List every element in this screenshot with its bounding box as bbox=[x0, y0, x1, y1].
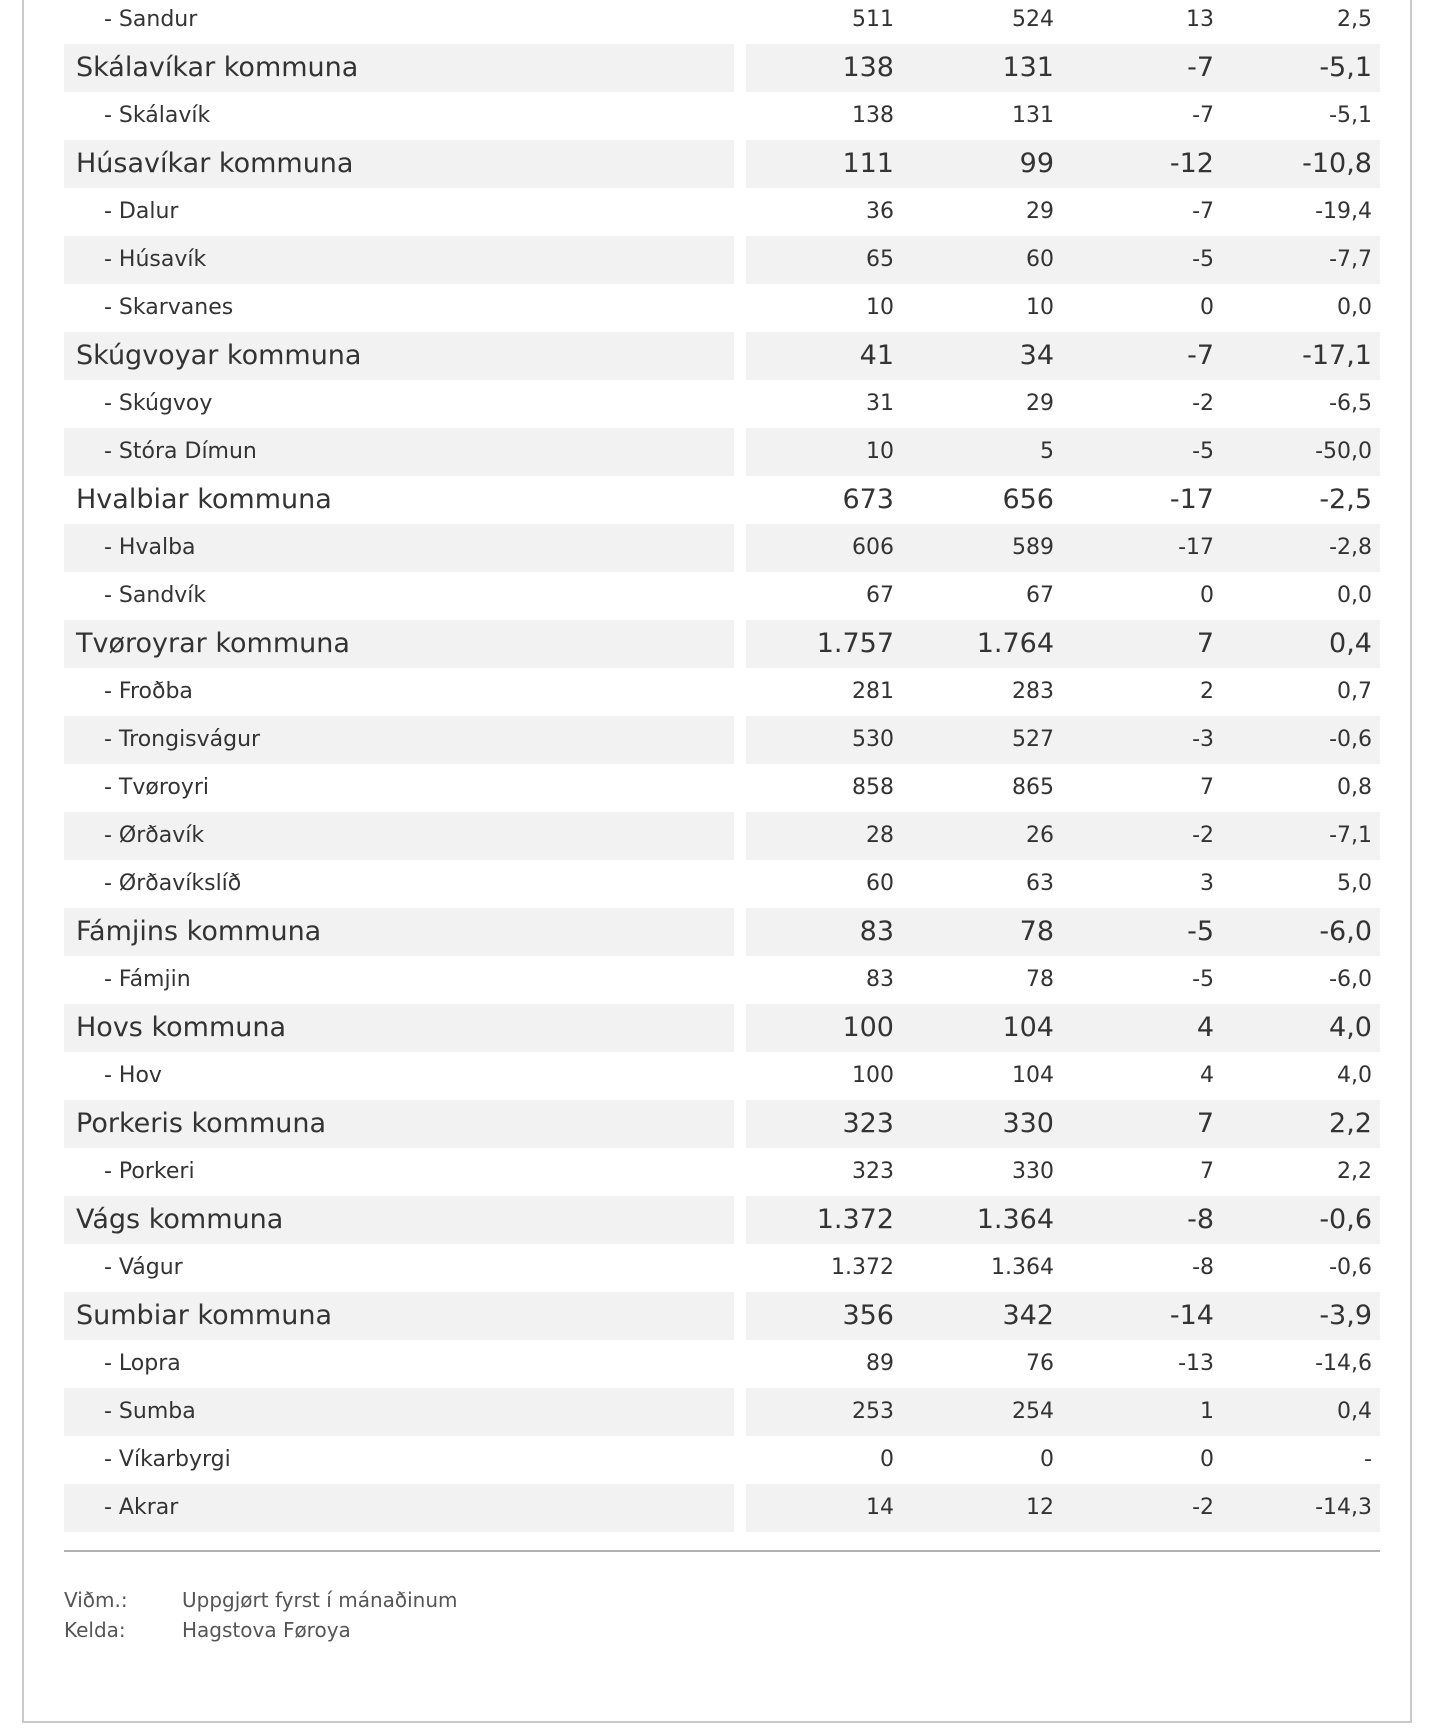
value-curr: 67 bbox=[1026, 583, 1054, 608]
row-values bbox=[746, 1244, 1380, 1292]
value-curr: 78 bbox=[1026, 967, 1054, 992]
value-prev: 83 bbox=[859, 916, 894, 947]
row-name: - Akrar bbox=[64, 1484, 734, 1532]
value-prev: 281 bbox=[852, 679, 894, 704]
value-curr: 131 bbox=[1012, 103, 1054, 128]
row-values bbox=[746, 1148, 1380, 1196]
row-values bbox=[746, 92, 1380, 140]
row-name: - Hov bbox=[104, 1063, 162, 1088]
row-name: - Froðba bbox=[104, 679, 193, 704]
value-change: 13 bbox=[1186, 7, 1214, 32]
value-change: -12 bbox=[1169, 148, 1214, 179]
value-curr: 131 bbox=[1002, 52, 1054, 83]
value-change: -2 bbox=[1192, 1495, 1214, 1520]
value-change-pct: -5,1 bbox=[1329, 103, 1372, 128]
value-curr: 330 bbox=[1012, 1159, 1054, 1184]
row-values bbox=[746, 620, 1380, 668]
row-values bbox=[746, 332, 1380, 380]
row-values bbox=[746, 1484, 1380, 1532]
value-change: -5 bbox=[1192, 439, 1214, 464]
value-change-pct: -0,6 bbox=[1319, 1204, 1372, 1235]
value-curr: 589 bbox=[1012, 535, 1054, 560]
settlement-row bbox=[64, 860, 1380, 908]
value-change-pct: -50,0 bbox=[1315, 439, 1372, 464]
row-name: - Hvalba bbox=[64, 524, 734, 572]
value-change-pct: 0,4 bbox=[1337, 1399, 1372, 1424]
value-prev: 356 bbox=[842, 1300, 894, 1331]
value-curr: 330 bbox=[1002, 1108, 1054, 1139]
municipality-row bbox=[64, 1196, 1380, 1244]
municipality-row bbox=[64, 140, 1380, 188]
note-value: Uppgjørt fyrst í mánaðinum bbox=[182, 1588, 458, 1612]
row-values bbox=[746, 1100, 1380, 1148]
row-values bbox=[746, 764, 1380, 812]
row-values bbox=[746, 188, 1380, 236]
value-change-pct: -6,0 bbox=[1329, 967, 1372, 992]
value-change-pct: 0,4 bbox=[1329, 628, 1372, 659]
note-label: Kelda: bbox=[64, 1618, 126, 1642]
row-name: - Sumba bbox=[64, 1388, 734, 1436]
value-curr: 283 bbox=[1012, 679, 1054, 704]
row-values bbox=[746, 140, 1380, 188]
value-change: 7 bbox=[1200, 775, 1214, 800]
value-curr: 60 bbox=[1026, 247, 1054, 272]
value-curr: 524 bbox=[1012, 7, 1054, 32]
row-values bbox=[746, 44, 1380, 92]
settlement-row bbox=[64, 284, 1380, 332]
settlement-row bbox=[64, 812, 1380, 860]
row-name: - Skarvanes bbox=[104, 295, 234, 320]
value-prev: 10 bbox=[866, 295, 894, 320]
value-curr: 254 bbox=[1012, 1399, 1054, 1424]
row-name: Skúgvoyar kommuna bbox=[64, 332, 734, 380]
value-change-pct: - bbox=[1364, 1447, 1372, 1472]
settlement-row bbox=[64, 428, 1380, 476]
value-prev: 36 bbox=[866, 199, 894, 224]
value-change: -14 bbox=[1169, 1300, 1214, 1331]
row-name: - Skálavík bbox=[104, 103, 211, 128]
value-change: 1 bbox=[1200, 1399, 1214, 1424]
value-curr: 63 bbox=[1026, 871, 1054, 896]
value-change: -7 bbox=[1192, 103, 1214, 128]
value-prev: 1.372 bbox=[831, 1255, 894, 1280]
value-change: -7 bbox=[1187, 340, 1214, 371]
settlement-row bbox=[64, 1484, 1380, 1532]
value-change-pct: -6,0 bbox=[1319, 916, 1372, 947]
settlement-row bbox=[64, 1436, 1380, 1484]
value-prev: 138 bbox=[852, 103, 894, 128]
row-values bbox=[746, 572, 1380, 620]
municipality-row bbox=[64, 476, 1380, 524]
row-name: - Víkarbyrgi bbox=[104, 1447, 231, 1472]
settlement-row bbox=[64, 188, 1380, 236]
settlement-row bbox=[64, 524, 1380, 572]
value-change: 0 bbox=[1200, 1447, 1214, 1472]
row-name: - Húsavík bbox=[64, 236, 734, 284]
value-prev: 606 bbox=[852, 535, 894, 560]
value-curr: 29 bbox=[1026, 199, 1054, 224]
settlement-row bbox=[64, 380, 1380, 428]
value-change: 0 bbox=[1200, 295, 1214, 320]
value-change: -3 bbox=[1192, 727, 1214, 752]
row-name: Porkeris kommuna bbox=[64, 1100, 734, 1148]
row-values bbox=[746, 428, 1380, 476]
row-values bbox=[746, 860, 1380, 908]
settlement-row bbox=[64, 716, 1380, 764]
row-values bbox=[746, 956, 1380, 1004]
row-values bbox=[746, 1004, 1380, 1052]
value-change-pct: 0,0 bbox=[1337, 295, 1372, 320]
value-curr: 1.364 bbox=[991, 1255, 1054, 1280]
value-change-pct: -7,1 bbox=[1329, 823, 1372, 848]
value-change: -17 bbox=[1169, 484, 1214, 515]
row-name: Tvøroyrar kommuna bbox=[64, 620, 734, 668]
value-change-pct: -3,9 bbox=[1319, 1300, 1372, 1331]
row-name: - Ørðavíkslíð bbox=[104, 871, 242, 896]
row-values bbox=[746, 1388, 1380, 1436]
value-change-pct: 0,7 bbox=[1337, 679, 1372, 704]
settlement-row bbox=[64, 1388, 1380, 1436]
value-change-pct: -14,6 bbox=[1315, 1351, 1372, 1376]
municipality-row bbox=[64, 1100, 1380, 1148]
value-curr: 29 bbox=[1026, 391, 1054, 416]
value-curr: 342 bbox=[1002, 1300, 1054, 1331]
municipality-row bbox=[64, 908, 1380, 956]
value-prev: 138 bbox=[842, 52, 894, 83]
row-name: - Lopra bbox=[104, 1351, 181, 1376]
value-change: -7 bbox=[1192, 199, 1214, 224]
value-curr: 26 bbox=[1026, 823, 1054, 848]
value-change: -8 bbox=[1192, 1255, 1214, 1280]
municipality-row bbox=[64, 620, 1380, 668]
population-table bbox=[64, 0, 1380, 1532]
value-prev: 858 bbox=[852, 775, 894, 800]
row-name: Hovs kommuna bbox=[64, 1004, 734, 1052]
value-curr: 78 bbox=[1019, 916, 1054, 947]
value-curr: 99 bbox=[1019, 148, 1054, 179]
value-change: 7 bbox=[1196, 628, 1214, 659]
value-prev: 111 bbox=[842, 148, 894, 179]
settlement-row bbox=[64, 572, 1380, 620]
table-bottom-rule bbox=[64, 1550, 1380, 1552]
row-name: - Dalur bbox=[104, 199, 179, 224]
value-prev: 60 bbox=[866, 871, 894, 896]
value-prev: 1.372 bbox=[816, 1204, 894, 1235]
row-name: - Tvøroyri bbox=[104, 775, 210, 800]
value-prev: 673 bbox=[842, 484, 894, 515]
row-values bbox=[746, 668, 1380, 716]
row-name: - Stóra Dímun bbox=[64, 428, 734, 476]
value-curr: 5 bbox=[1040, 439, 1054, 464]
settlement-row bbox=[64, 0, 1380, 44]
settlement-row bbox=[64, 956, 1380, 1004]
value-change-pct: 4,0 bbox=[1337, 1063, 1372, 1088]
value-prev: 41 bbox=[859, 340, 894, 371]
settlement-row bbox=[64, 1148, 1380, 1196]
value-prev: 530 bbox=[852, 727, 894, 752]
settlement-row bbox=[64, 1340, 1380, 1388]
value-prev: 253 bbox=[852, 1399, 894, 1424]
value-prev: 31 bbox=[866, 391, 894, 416]
value-change-pct: -17,1 bbox=[1302, 340, 1372, 371]
value-change: 3 bbox=[1200, 871, 1214, 896]
value-curr: 34 bbox=[1019, 340, 1054, 371]
row-name: Hvalbiar kommuna bbox=[76, 484, 332, 515]
row-name: - Porkeri bbox=[104, 1159, 195, 1184]
value-change: -5 bbox=[1192, 247, 1214, 272]
row-values bbox=[746, 524, 1380, 572]
value-curr: 527 bbox=[1012, 727, 1054, 752]
value-prev: 67 bbox=[866, 583, 894, 608]
settlement-row bbox=[64, 92, 1380, 140]
value-curr: 104 bbox=[1012, 1063, 1054, 1088]
value-change-pct: 5,0 bbox=[1337, 871, 1372, 896]
value-change: 7 bbox=[1200, 1159, 1214, 1184]
settlement-row bbox=[64, 764, 1380, 812]
value-curr: 1.364 bbox=[976, 1204, 1054, 1235]
value-curr: 12 bbox=[1026, 1495, 1054, 1520]
value-change: -7 bbox=[1187, 52, 1214, 83]
value-change-pct: 2,2 bbox=[1337, 1159, 1372, 1184]
settlement-row bbox=[64, 1244, 1380, 1292]
value-change: 4 bbox=[1196, 1012, 1214, 1043]
value-curr: 76 bbox=[1026, 1351, 1054, 1376]
value-change-pct: -14,3 bbox=[1315, 1495, 1372, 1520]
value-change-pct: -2,8 bbox=[1329, 535, 1372, 560]
value-prev: 0 bbox=[880, 1447, 894, 1472]
value-change-pct: -7,7 bbox=[1329, 247, 1372, 272]
value-change-pct: -0,6 bbox=[1329, 727, 1372, 752]
value-prev: 100 bbox=[852, 1063, 894, 1088]
value-change-pct: -0,6 bbox=[1329, 1255, 1372, 1280]
value-prev: 10 bbox=[866, 439, 894, 464]
value-change-pct: 4,0 bbox=[1329, 1012, 1372, 1043]
row-name: - Sandur bbox=[104, 7, 198, 32]
value-curr: 656 bbox=[1002, 484, 1054, 515]
settlement-row bbox=[64, 1052, 1380, 1100]
row-values bbox=[746, 1436, 1380, 1484]
row-name: - Ørðavík bbox=[64, 812, 734, 860]
value-curr: 104 bbox=[1002, 1012, 1054, 1043]
value-prev: 323 bbox=[842, 1108, 894, 1139]
municipality-row bbox=[64, 1292, 1380, 1340]
value-curr: 10 bbox=[1026, 295, 1054, 320]
value-curr: 865 bbox=[1012, 775, 1054, 800]
value-change-pct: -10,8 bbox=[1302, 148, 1372, 179]
row-name: Vágs kommuna bbox=[64, 1196, 734, 1244]
row-name: - Skúgvoy bbox=[104, 391, 213, 416]
row-name: - Sandvík bbox=[104, 583, 207, 608]
row-values bbox=[746, 1340, 1380, 1388]
value-change: 0 bbox=[1200, 583, 1214, 608]
value-change-pct: -2,5 bbox=[1319, 484, 1372, 515]
row-values bbox=[746, 1196, 1380, 1244]
row-values bbox=[746, 476, 1380, 524]
value-prev: 100 bbox=[842, 1012, 894, 1043]
row-name: Sumbiar kommuna bbox=[64, 1292, 734, 1340]
row-name: - Vágur bbox=[104, 1255, 183, 1280]
value-change: -2 bbox=[1192, 823, 1214, 848]
value-prev: 14 bbox=[866, 1495, 894, 1520]
value-curr: 0 bbox=[1040, 1447, 1054, 1472]
settlement-row bbox=[64, 236, 1380, 284]
row-values bbox=[746, 380, 1380, 428]
value-prev: 511 bbox=[852, 7, 894, 32]
value-prev: 83 bbox=[866, 967, 894, 992]
note-label: Viðm.: bbox=[64, 1588, 128, 1612]
value-change-pct: 0,8 bbox=[1337, 775, 1372, 800]
municipality-row bbox=[64, 332, 1380, 380]
value-prev: 28 bbox=[866, 823, 894, 848]
value-change-pct: 2,5 bbox=[1337, 7, 1372, 32]
value-change: -13 bbox=[1178, 1351, 1214, 1376]
value-change: 7 bbox=[1196, 1108, 1214, 1139]
value-change: -5 bbox=[1187, 916, 1214, 947]
row-name: Húsavíkar kommuna bbox=[64, 140, 734, 188]
value-prev: 89 bbox=[866, 1351, 894, 1376]
row-name: Skálavíkar kommuna bbox=[64, 44, 734, 92]
value-prev: 323 bbox=[852, 1159, 894, 1184]
value-change: -2 bbox=[1192, 391, 1214, 416]
municipality-row bbox=[64, 44, 1380, 92]
row-values bbox=[746, 716, 1380, 764]
row-name: Fámjins kommuna bbox=[64, 908, 734, 956]
row-values bbox=[746, 812, 1380, 860]
value-change-pct: -6,5 bbox=[1329, 391, 1372, 416]
row-values bbox=[746, 284, 1380, 332]
value-prev: 1.757 bbox=[816, 628, 894, 659]
settlement-row bbox=[64, 668, 1380, 716]
note-value: Hagstova Føroya bbox=[182, 1618, 351, 1642]
value-change-pct: 0,0 bbox=[1337, 583, 1372, 608]
value-change: 2 bbox=[1200, 679, 1214, 704]
value-change: -17 bbox=[1178, 535, 1214, 560]
value-curr: 1.764 bbox=[976, 628, 1054, 659]
value-change: -8 bbox=[1187, 1204, 1214, 1235]
value-change-pct: -19,4 bbox=[1315, 199, 1372, 224]
value-change: -5 bbox=[1192, 967, 1214, 992]
row-name: - Trongisvágur bbox=[64, 716, 734, 764]
row-name: - Fámjin bbox=[104, 967, 191, 992]
row-values bbox=[746, 0, 1380, 44]
row-values bbox=[746, 1292, 1380, 1340]
municipality-row bbox=[64, 1004, 1380, 1052]
value-prev: 65 bbox=[866, 247, 894, 272]
value-change-pct: 2,2 bbox=[1329, 1108, 1372, 1139]
row-values bbox=[746, 236, 1380, 284]
row-values bbox=[746, 1052, 1380, 1100]
row-values bbox=[746, 908, 1380, 956]
value-change-pct: -5,1 bbox=[1319, 52, 1372, 83]
value-change: 4 bbox=[1200, 1063, 1214, 1088]
